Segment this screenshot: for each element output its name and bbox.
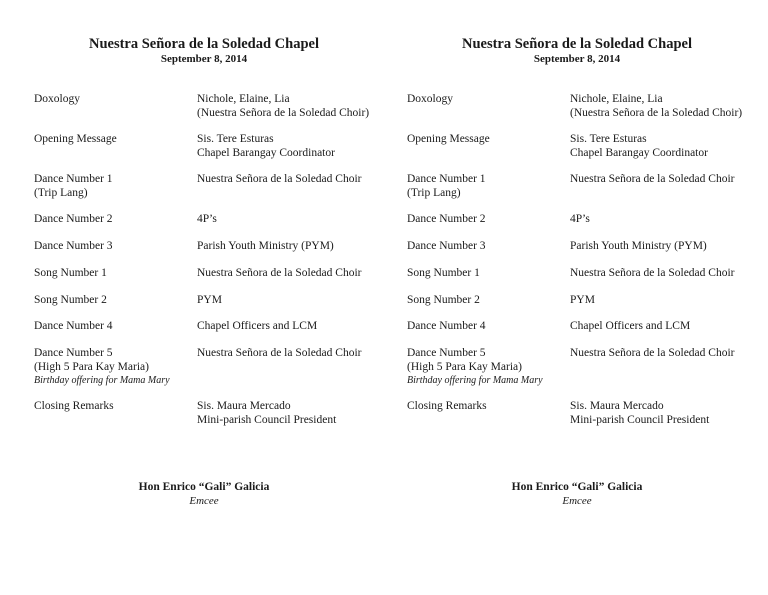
act-name: Song Number 2 bbox=[407, 294, 480, 306]
act-note: Birthday offering for Mama Mary bbox=[407, 375, 543, 386]
emcee-name: Hon Enrico “Gali” Galicia bbox=[138, 481, 270, 493]
performer: Chapel Officers and LCM bbox=[197, 320, 318, 332]
act-name: Dance Number 2 bbox=[34, 213, 113, 225]
performer: Nuestra Señora de la Soledad Choir bbox=[570, 173, 735, 185]
act-name: Dance Number 4 bbox=[34, 320, 113, 332]
act-name: Dance Number 1 (Trip Lang) bbox=[34, 173, 113, 199]
performer: Nuestra Señora de la Soledad Choir bbox=[197, 173, 362, 185]
program-title: Nuestra Señora de la Soledad Chapel bbox=[88, 36, 319, 52]
act-name: Opening Message bbox=[34, 133, 117, 145]
performer: Parish Youth Ministry (PYM) bbox=[570, 240, 707, 252]
act-name: Dance Number 1 (Trip Lang) bbox=[407, 173, 486, 199]
act-name: Dance Number 3 bbox=[407, 240, 486, 252]
act-name: Opening Message bbox=[407, 133, 490, 145]
emcee-name: Hon Enrico “Gali” Galicia bbox=[511, 481, 643, 493]
act-name: Song Number 1 bbox=[407, 267, 480, 279]
performer: Parish Youth Ministry (PYM) bbox=[197, 240, 334, 252]
performer: Nichole, Elaine, Lia (Nuestra Señora de la Soledad Choir) bbox=[197, 93, 370, 119]
act-name: Doxology bbox=[34, 93, 80, 105]
performer: Sis. Maura Mercado Mini-parish Council President bbox=[197, 400, 337, 426]
performer: Chapel Officers and LCM bbox=[570, 320, 691, 332]
emcee-role: Emcee bbox=[189, 495, 219, 507]
emcee-role: Emcee bbox=[562, 495, 592, 507]
act-name: Closing Remarks bbox=[407, 400, 487, 412]
act-name: Dance Number 4 bbox=[407, 320, 486, 332]
act-name: Song Number 2 bbox=[34, 294, 107, 306]
performer: 4P’s bbox=[197, 213, 217, 225]
act-name: Dance Number 5 (High 5 Para Kay Maria) Birthday offering for Mama Mary bbox=[34, 347, 194, 388]
program-title: Nuestra Señora de la Soledad Chapel bbox=[461, 36, 692, 52]
program-date: September 8, 2014 bbox=[533, 53, 621, 65]
act-name: Song Number 1 bbox=[34, 267, 107, 279]
act-name: Closing Remarks bbox=[34, 400, 114, 412]
act-name: Dance Number 3 bbox=[34, 240, 113, 252]
act-name: Dance Number 2 bbox=[407, 213, 486, 225]
program-date: September 8, 2014 bbox=[160, 53, 248, 65]
performer: 4P’s bbox=[570, 213, 590, 225]
performer: PYM bbox=[570, 294, 595, 306]
performer: Nuestra Señora de la Soledad Choir bbox=[197, 267, 362, 279]
performer: Nuestra Señora de la Soledad Choir bbox=[570, 267, 735, 279]
act-note: Birthday offering for Mama Mary bbox=[34, 375, 170, 386]
performer: Nuestra Señora de la Soledad Choir bbox=[570, 347, 735, 359]
performer: Sis. Tere Esturas Chapel Barangay Coordinator bbox=[197, 133, 335, 159]
performer: Nichole, Elaine, Lia (Nuestra Señora de la Soledad Choir) bbox=[570, 93, 743, 119]
performer: Sis. Maura Mercado Mini-parish Council President bbox=[570, 400, 710, 426]
act-name: Doxology bbox=[407, 93, 453, 105]
act-name: Dance Number 5 (High 5 Para Kay Maria) Birthday offering for Mama Mary bbox=[407, 347, 567, 388]
performer: Sis. Tere Esturas Chapel Barangay Coordinator bbox=[570, 133, 708, 159]
performer: PYM bbox=[197, 294, 222, 306]
performer: Nuestra Señora de la Soledad Choir bbox=[197, 347, 362, 359]
